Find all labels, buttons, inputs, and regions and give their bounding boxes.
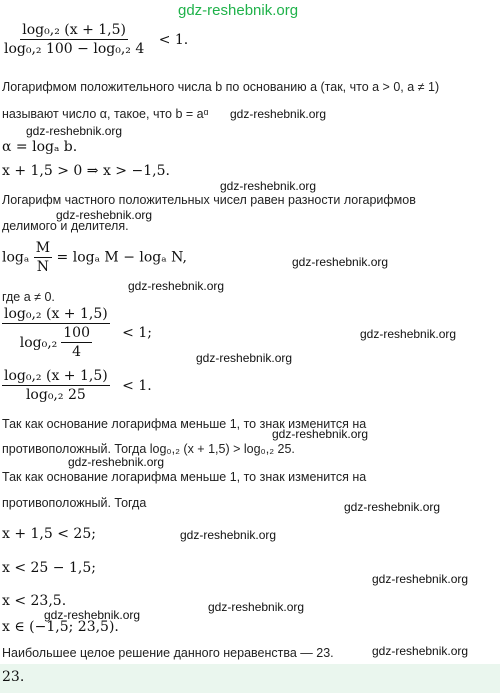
denominator: N [36, 259, 50, 275]
base-note-repeat-line-1: Так как основание логарифма меньше 1, то знак изменится на [2, 470, 367, 484]
fraction [2, 306, 110, 360]
inequality-step-2 [2, 368, 152, 403]
inequality-step-1 [2, 306, 152, 360]
log-prefix: log₀,₂ [19, 334, 58, 351]
condition-line: где a ≠ 0. [2, 290, 55, 304]
watermark: gdz-reshebnik.org [372, 644, 469, 658]
watermark: gdz-reshebnik.org [230, 107, 327, 121]
quotient-rule-line-2: делимого и делителя. [2, 219, 129, 233]
watermark: gdz-reshebnik.org [68, 455, 165, 469]
answer-bar [0, 664, 500, 693]
relation: < 1; [122, 325, 152, 341]
rule-right-side: = logₐ M − logₐ N, [56, 249, 187, 266]
numerator: log₀,₂ (x + 1,5) [4, 368, 108, 384]
relation: < 1. [158, 31, 189, 48]
watermark: gdz-reshebnik.org [26, 124, 123, 138]
numerator: M [35, 240, 51, 256]
alpha-formula: α = logₐ b. [2, 139, 78, 155]
base-note-line-2: противоположный. Тогда log₀,₂ (x + 1,5) > log₀,₂ 25. [2, 442, 295, 456]
inner-denominator: 4 [72, 344, 82, 360]
solution-step-3: x < 23,5. [2, 593, 67, 609]
watermark: gdz-reshebnik.org [220, 179, 317, 193]
watermark: gdz-reshebnik.org [128, 279, 225, 293]
watermark: gdz-reshebnik.org [196, 351, 293, 365]
final-answer: 23. [2, 669, 25, 685]
inner-numerator: 100 [63, 325, 90, 341]
watermark: gdz-reshebnik.org [56, 208, 153, 222]
base-note-repeat-line-2: противоположный. Тогда [2, 496, 147, 510]
fraction [2, 368, 110, 403]
solution-step-1: x + 1,5 < 25; [2, 526, 96, 542]
domain-condition: x + 1,5 > 0 ⇒ x > −1,5. [2, 163, 170, 179]
inequality-original [2, 22, 188, 57]
quotient-rule-line-1: Логарифм частного положительных чисел равен разности логарифмов [2, 193, 416, 207]
denominator: log₀,₂ 25 [25, 387, 86, 403]
log-prefix: logₐ [2, 249, 30, 266]
numerator: log₀,₂ (x + 1,5) [22, 22, 126, 38]
fraction [2, 22, 146, 57]
watermark-top: gdz-reshebnik.org [178, 2, 299, 19]
solution-step-2: x < 25 − 1,5; [2, 560, 96, 576]
solution-interval: x ∈ (−1,5; 23,5). [2, 619, 119, 635]
conclusion: Наибольшее целое решение данного неравенства — 23. [2, 646, 334, 660]
watermark: gdz-reshebnik.org [292, 255, 389, 269]
definition-line-1: Логарифмом положительного числа b по основанию a (так, что a > 0, a ≠ 1) [2, 80, 440, 94]
denominator: log₀,₂ 100 − log₀,₂ 4 [4, 41, 145, 57]
denominator [18, 324, 94, 360]
watermark: gdz-reshebnik.org [344, 500, 441, 514]
numerator: log₀,₂ (x + 1,5) [4, 306, 108, 322]
base-note-line-1: Так как основание логарифма меньше 1, то знак изменится на [2, 417, 367, 431]
watermark: gdz-reshebnik.org [44, 608, 141, 622]
watermark: gdz-reshebnik.org [372, 572, 469, 586]
definition-line-2: называют число α, такое, что b = aᵅ [2, 107, 209, 121]
watermark: gdz-reshebnik.org [360, 327, 457, 341]
watermark: gdz-reshebnik.org [180, 528, 277, 542]
watermark: gdz-reshebnik.org [208, 600, 305, 614]
watermark: gdz-reshebnik.org [272, 427, 369, 441]
quotient-rule-formula [2, 240, 187, 275]
inner-fraction [61, 325, 92, 360]
fraction [34, 240, 52, 275]
relation: < 1. [122, 377, 152, 394]
